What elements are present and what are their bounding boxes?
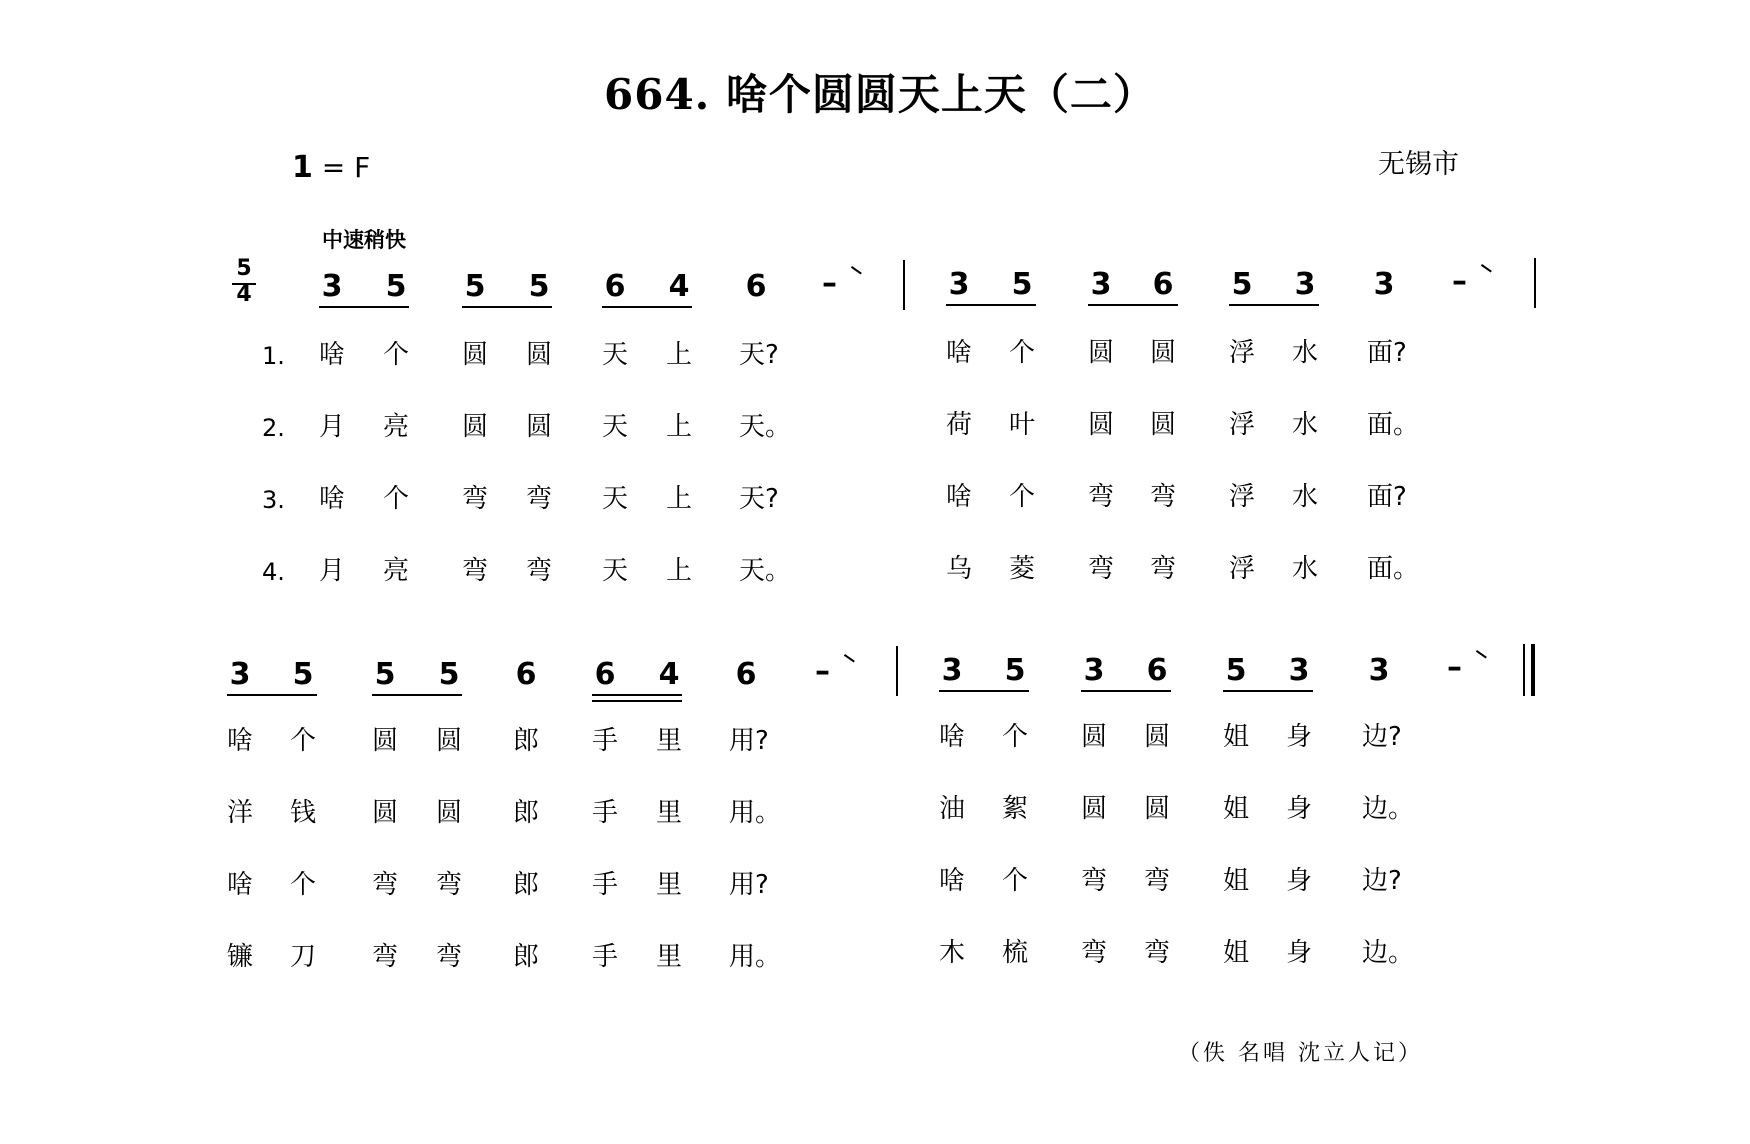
- lyric: 圆: [1143, 794, 1170, 824]
- lyric: 月: [318, 412, 345, 442]
- lyric: 天: [601, 412, 628, 442]
- key-tonic: 1: [292, 150, 313, 185]
- lyric: 用?: [729, 870, 769, 900]
- lyric: 弯: [435, 942, 462, 972]
- beam-underline: [319, 306, 409, 308]
- lyric: 里: [655, 942, 682, 972]
- barline: [903, 260, 905, 310]
- beam-underline: [227, 694, 317, 696]
- lyric: 弯: [525, 484, 552, 514]
- lyric: 郎: [512, 798, 539, 828]
- lyric: 圆: [1087, 338, 1114, 368]
- lyric: 圆: [371, 798, 398, 828]
- lyric: 弯: [1143, 866, 1170, 896]
- time-signature-bottom: 4: [236, 282, 252, 307]
- beam-underline: [1088, 304, 1178, 306]
- note: 6: [604, 269, 626, 304]
- lyric: 天。: [739, 412, 792, 442]
- lyric: 郎: [512, 942, 539, 972]
- lyric: 圆: [1143, 722, 1170, 752]
- lyric: 弯: [1087, 482, 1114, 512]
- lyric: 弯: [1080, 866, 1107, 896]
- lyric: 身: [1285, 794, 1312, 824]
- lyric: 圆: [1149, 338, 1176, 368]
- note: 4: [668, 269, 690, 304]
- verse-number: 2.: [262, 414, 285, 442]
- beam-underline: [592, 694, 682, 696]
- breath-mark: [1472, 264, 1492, 286]
- lyric: 边?: [1362, 866, 1402, 896]
- lyric: 浮: [1228, 482, 1255, 512]
- key-value: = F: [321, 151, 371, 184]
- lyric: 浮: [1228, 410, 1255, 440]
- lyric: 里: [655, 798, 682, 828]
- lyric: 郎: [512, 726, 539, 756]
- lyric: 弯: [1087, 554, 1114, 584]
- lyric: 木: [938, 938, 965, 968]
- lyric: 弯: [525, 556, 552, 586]
- lyric: 手: [591, 726, 618, 756]
- lyric: 啥: [318, 340, 345, 370]
- lyric: 圆: [371, 726, 398, 756]
- lyric: 荷: [945, 410, 972, 440]
- lyric: 圆: [1149, 410, 1176, 440]
- note: 5: [464, 269, 486, 304]
- performer-credit: （佚 名唱 沈立人记）: [1178, 1041, 1423, 1066]
- lyric: 水: [1291, 482, 1318, 512]
- note: 5: [1004, 653, 1026, 688]
- region-label: 无锡市: [1378, 149, 1459, 180]
- lyric: 边。: [1362, 938, 1415, 968]
- lyric: 浮: [1228, 554, 1255, 584]
- lyric: 啥: [945, 482, 972, 512]
- beam-underline: [939, 690, 1029, 692]
- lyric: 弯: [435, 870, 462, 900]
- note: 3: [321, 269, 343, 304]
- beam-underline: [602, 306, 692, 308]
- lyric: 弯: [1143, 938, 1170, 968]
- lyric: 个: [289, 870, 316, 900]
- time-signature: [232, 256, 256, 308]
- key-signature: [292, 150, 370, 185]
- lyric: 面?: [1367, 482, 1407, 512]
- song-title: 664. 啥个圆圆天上天（二）: [604, 70, 1156, 119]
- lyric: 叶: [1008, 410, 1035, 440]
- lyric: 圆: [1080, 794, 1107, 824]
- verse-number: 1.: [262, 342, 285, 370]
- note: 3: [229, 657, 251, 692]
- lyric: 钱: [289, 798, 316, 828]
- lyric: 浮: [1228, 338, 1255, 368]
- lyric: 个: [382, 340, 409, 370]
- note: 4: [658, 657, 680, 692]
- lyric: 刀: [289, 942, 316, 972]
- time-signature-top: 5: [236, 256, 252, 281]
- lyric: 啥: [938, 866, 965, 896]
- lyric: 个: [1001, 866, 1028, 896]
- lyric: 啥: [938, 722, 965, 752]
- lyric: 里: [655, 726, 682, 756]
- lyric: 面。: [1367, 410, 1420, 440]
- lyric: 个: [382, 484, 409, 514]
- lyric: 镰: [226, 942, 253, 972]
- lyric: 天: [601, 340, 628, 370]
- extension-dash: –: [1452, 264, 1467, 299]
- lyric: 姐: [1222, 794, 1249, 824]
- note: 3: [1090, 267, 1112, 302]
- verse-number: 4.: [262, 558, 285, 586]
- extension-dash: –: [822, 266, 837, 301]
- lyric: 天。: [739, 556, 792, 586]
- barline: [896, 646, 898, 696]
- lyric: 边?: [1362, 722, 1402, 752]
- lyric: 啥: [226, 726, 253, 756]
- lyric: 弯: [1080, 938, 1107, 968]
- note: 6: [735, 657, 757, 692]
- note: 6: [594, 657, 616, 692]
- beam-underline: [462, 306, 552, 308]
- lyric: 洋: [226, 798, 253, 828]
- lyric: 圆: [461, 412, 488, 442]
- lyric: 上: [665, 412, 692, 442]
- lyric: 亮: [382, 412, 409, 442]
- lyric: 天?: [739, 484, 779, 514]
- note: 6: [515, 657, 537, 692]
- lyric: 手: [591, 870, 618, 900]
- lyric: 啥: [318, 484, 345, 514]
- lyric: 弯: [1149, 554, 1176, 584]
- tempo-marking: 中速稍快: [322, 228, 406, 252]
- lyric: 用。: [729, 798, 782, 828]
- lyric: 圆: [435, 798, 462, 828]
- lyric: 圆: [1087, 410, 1114, 440]
- verse-number: 3.: [262, 486, 285, 514]
- note: 3: [1373, 267, 1395, 302]
- lyric: 面?: [1367, 338, 1407, 368]
- note: 3: [1294, 267, 1316, 302]
- lyric: 边。: [1362, 794, 1415, 824]
- lyric: 郎: [512, 870, 539, 900]
- lyric: 上: [665, 340, 692, 370]
- note: 3: [1083, 653, 1105, 688]
- lyric: 月: [318, 556, 345, 586]
- lyric: 水: [1291, 554, 1318, 584]
- extension-dash: –: [815, 654, 830, 689]
- lyric: 天: [601, 556, 628, 586]
- lyric: 啥: [945, 338, 972, 368]
- note: 3: [948, 267, 970, 302]
- beam-underline: [592, 700, 682, 702]
- lyric: 手: [591, 942, 618, 972]
- note: 3: [941, 653, 963, 688]
- note: 5: [528, 269, 550, 304]
- lyric: 个: [1008, 482, 1035, 512]
- lyric: 身: [1285, 938, 1312, 968]
- lyric: 手: [591, 798, 618, 828]
- lyric: 弯: [461, 556, 488, 586]
- note: 6: [745, 269, 767, 304]
- lyric: 圆: [435, 726, 462, 756]
- note: 5: [1231, 267, 1253, 302]
- lyric: 菱: [1008, 554, 1035, 584]
- barline: [1534, 258, 1536, 308]
- lyric: 水: [1291, 410, 1318, 440]
- lyric: 上: [665, 556, 692, 586]
- lyric: 乌: [945, 554, 972, 584]
- lyric: 上: [665, 484, 692, 514]
- lyric: 水: [1291, 338, 1318, 368]
- lyric: 弯: [371, 870, 398, 900]
- beam-underline: [1223, 690, 1313, 692]
- note: 5: [1011, 267, 1033, 302]
- lyric: 姐: [1222, 722, 1249, 752]
- lyric: 姐: [1222, 938, 1249, 968]
- beam-underline: [946, 304, 1036, 306]
- lyric: 梳: [1001, 938, 1028, 968]
- note: 5: [292, 657, 314, 692]
- lyric: 用?: [729, 726, 769, 756]
- time-signature-line: [232, 283, 256, 285]
- note: 5: [438, 657, 460, 692]
- lyric: 圆: [1080, 722, 1107, 752]
- lyric: 亮: [382, 556, 409, 586]
- lyric: 絮: [1001, 794, 1028, 824]
- note: 5: [374, 657, 396, 692]
- lyric: 个: [1008, 338, 1035, 368]
- lyric: 圆: [525, 412, 552, 442]
- lyric: 弯: [461, 484, 488, 514]
- final-barline-thin: [1523, 644, 1525, 696]
- lyric: 弯: [371, 942, 398, 972]
- beam-underline: [372, 694, 462, 696]
- note: 3: [1368, 653, 1390, 688]
- lyric: 天?: [739, 340, 779, 370]
- note: 3: [1288, 653, 1310, 688]
- note: 5: [385, 269, 407, 304]
- lyric: 用。: [729, 942, 782, 972]
- lyric: 姐: [1222, 866, 1249, 896]
- note: 6: [1152, 267, 1174, 302]
- lyric: 身: [1285, 722, 1312, 752]
- lyric: 圆: [525, 340, 552, 370]
- lyric: 弯: [1149, 482, 1176, 512]
- lyric: 啥: [226, 870, 253, 900]
- beam-underline: [1081, 690, 1171, 692]
- lyric: 圆: [461, 340, 488, 370]
- lyric: 油: [938, 794, 965, 824]
- lyric: 身: [1285, 866, 1312, 896]
- breath-mark: [842, 266, 862, 288]
- lyric: 里: [655, 870, 682, 900]
- breath-mark: [835, 654, 855, 676]
- extension-dash: –: [1447, 650, 1462, 685]
- beam-underline: [1229, 304, 1319, 306]
- lyric: 面。: [1367, 554, 1420, 584]
- lyric: 天: [601, 484, 628, 514]
- breath-mark: [1467, 650, 1487, 672]
- final-barline-thick: [1531, 644, 1535, 696]
- note: 5: [1225, 653, 1247, 688]
- lyric: 个: [1001, 722, 1028, 752]
- lyric: 个: [289, 726, 316, 756]
- note: 6: [1146, 653, 1168, 688]
